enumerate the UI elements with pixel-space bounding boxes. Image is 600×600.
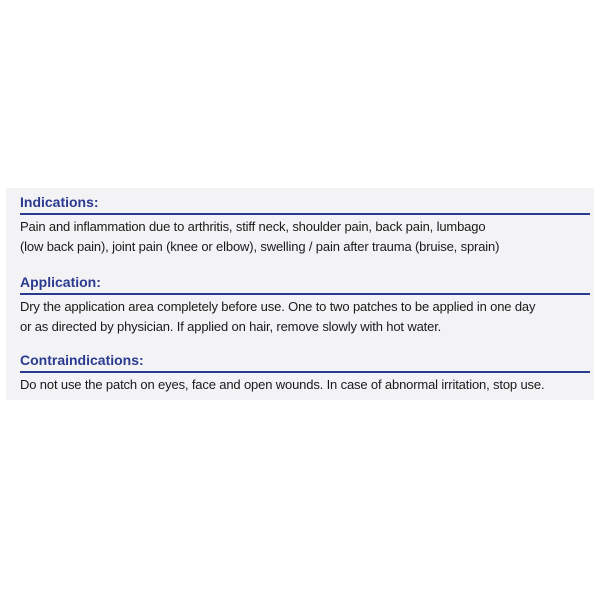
indications-text xyxy=(20,217,594,257)
application-line: Dry the application area completely before use. One to two patches to be applied in one day xyxy=(20,299,536,314)
application-divider xyxy=(20,293,590,295)
label-info-panel xyxy=(6,188,594,400)
application-line: or as directed by physician. If applied on hair, remove slowly with hot water. xyxy=(20,319,442,334)
contraindications-text xyxy=(20,375,594,395)
indications-line: (low back pain), joint pain (knee or elbow), swelling / pain after trauma (bruise, sprain) xyxy=(20,239,500,254)
indications-line: Pain and inflammation due to arthritis, stiff neck, shoulder pain, back pain, lumbago xyxy=(20,219,486,234)
indications-heading: Indications: xyxy=(20,194,99,210)
contraindications-heading: Contraindications: xyxy=(20,352,144,368)
contraindications-line: Do not use the patch on eyes, face and open wounds. In case of abnormal irritation, stop use. xyxy=(20,377,545,392)
contraindications-divider xyxy=(20,371,590,373)
indications-divider xyxy=(20,213,590,215)
application-text xyxy=(20,297,594,337)
application-heading: Application: xyxy=(20,274,101,290)
